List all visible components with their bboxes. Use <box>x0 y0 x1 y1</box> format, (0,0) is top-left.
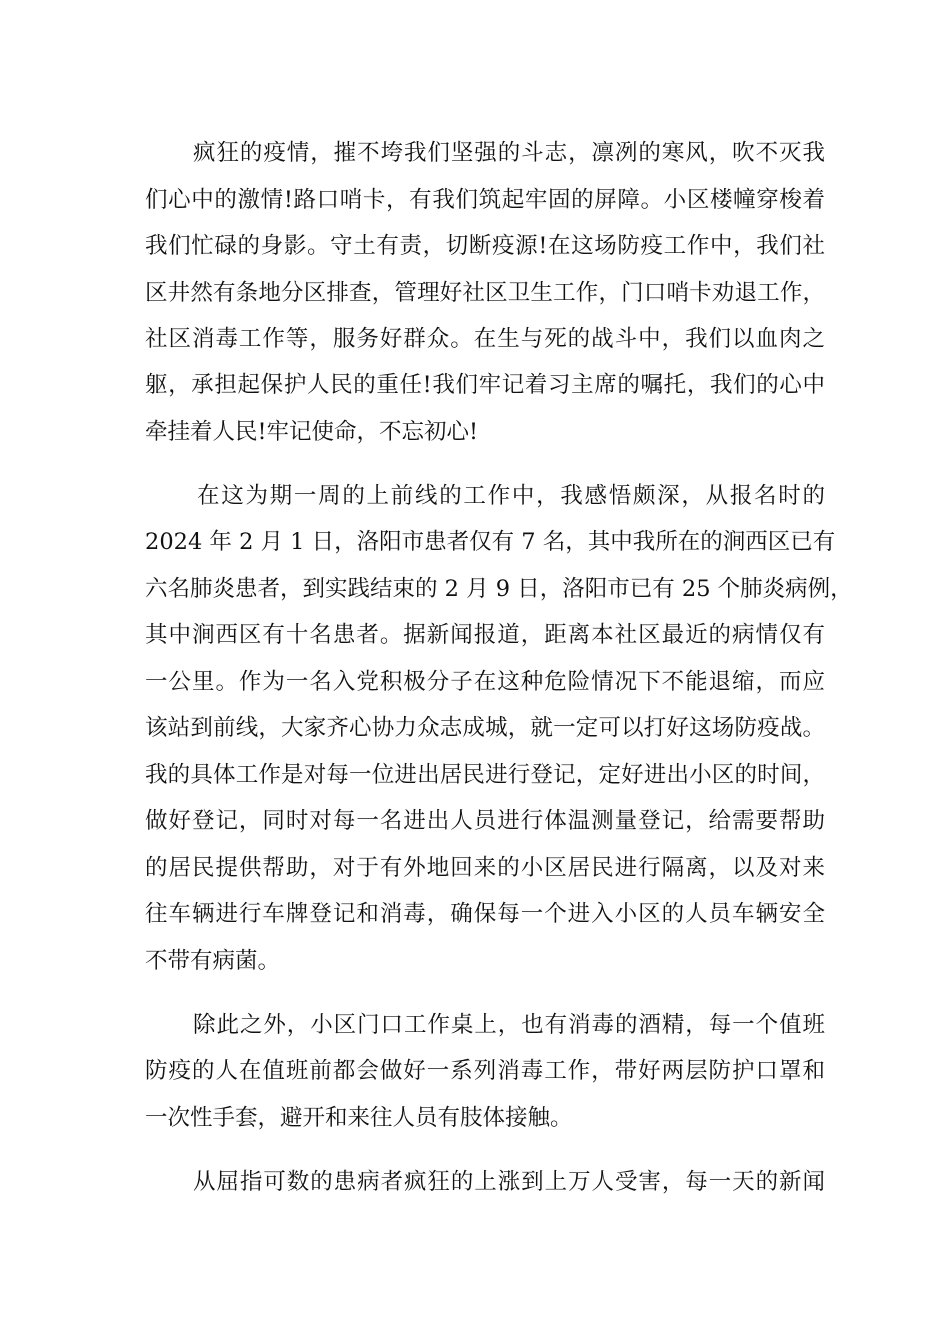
text-line: 在这为期一周的上前线的工作中，我感悟颇深，从报名时的 <box>197 483 825 509</box>
text-line: 们心中的激情!路口哨卡，有我们筑起牢固的屏障。小区楼幢穿梭着 <box>145 187 825 213</box>
text-line: 躯，承担起保护人民的重任!我们牢记着习主席的嘱托，我们的心中 <box>145 372 825 398</box>
text-line: 其中涧西区有十名患者。据新闻报道，距离本社区最近的病情仅有 <box>145 622 825 648</box>
text-line: 一次性手套，避开和来往人员有肢体接触。 <box>145 1105 573 1131</box>
text-line: 我们忙碌的身影。守土有责，切断疫源!在这场防疫工作中，我们社 <box>145 233 825 259</box>
text-line: 社区消毒工作等，服务好群众。在生与死的战斗中，我们以血肉之 <box>145 326 825 352</box>
text-line: 不带有病菌。 <box>145 948 281 974</box>
text-line: 一公里。作为一名入党积极分子在这种危险情况下不能退缩，而应 <box>145 669 825 695</box>
text-line: 往车辆进行车牌登记和消毒，确保每一个进入小区的人员车辆安全 <box>145 901 825 927</box>
text-line: 该站到前线，大家齐心协力众志成城，就一定可以打好这场防疫战。 <box>145 715 825 741</box>
text-line: 区井然有条地分区排查，管理好社区卫生工作，门口哨卡劝退工作， <box>145 280 825 306</box>
text-line: 六名肺炎患者，到实践结束的 2 月 9 日，洛阳市已有 25 个肺炎病例， <box>145 576 853 602</box>
text-line: 的居民提供帮助，对于有外地回来的小区居民进行隔离，以及对来 <box>145 855 825 881</box>
text-line: 做好登记，同时对每一名进出人员进行体温测量登记，给需要帮助 <box>145 808 825 834</box>
text-line: 除此之外，小区门口工作桌上，也有消毒的酒精，每一个值班 <box>193 1012 825 1038</box>
text-line: 疯狂的疫情，摧不垮我们坚强的斗志，凛冽的寒风，吹不灭我 <box>193 140 825 166</box>
text-line: 2024 年 2 月 1 日，洛阳市患者仅有 7 名，其中我所在的涧西区已有 <box>145 529 836 555</box>
text-line: 牵挂着人民!牢记使命，不忘初心! <box>145 419 479 445</box>
text-line: 我的具体工作是对每一位进出居民进行登记，定好进出小区的时间， <box>145 762 825 788</box>
text-line: 从屈指可数的患病者疯狂的上涨到上万人受害，每一天的新闻 <box>193 1169 825 1195</box>
text-line: 防疫的人在值班前都会做好一系列消毒工作，带好两层防护口罩和 <box>145 1058 825 1084</box>
